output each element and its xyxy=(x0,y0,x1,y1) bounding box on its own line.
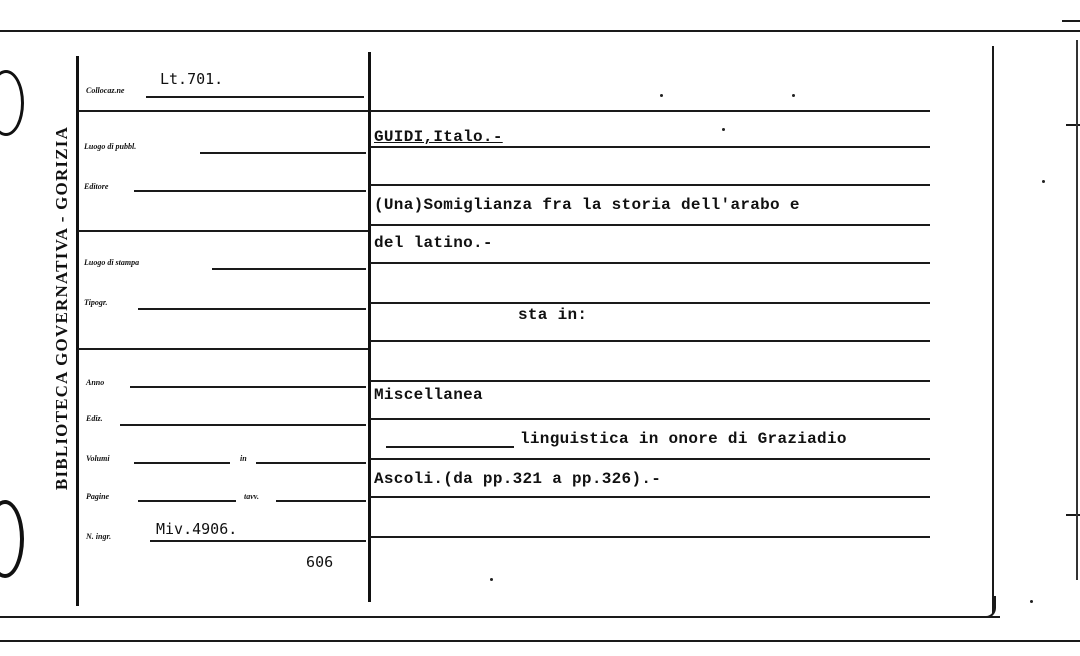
right-edge-line xyxy=(1076,40,1078,580)
scan-speck xyxy=(722,128,725,131)
line-pagine xyxy=(138,500,236,502)
right-line-5 xyxy=(370,262,930,264)
label-tipografia: Tipogr. xyxy=(84,298,108,307)
scan-speck xyxy=(490,578,493,581)
entry-title-line2: del latino.- xyxy=(374,234,493,252)
left-column-rule xyxy=(76,56,79,606)
right-line-9 xyxy=(370,418,930,420)
card-right-edge xyxy=(992,46,994,614)
entry-author: GUIDI,Italo.- xyxy=(374,128,503,146)
handwritten-collocazione: Lt.701. xyxy=(160,70,224,88)
label-pagine: Pagine xyxy=(86,492,110,501)
scan-speck xyxy=(660,94,663,97)
line-in xyxy=(256,462,366,464)
right-line-7 xyxy=(370,340,930,342)
scan-speck xyxy=(1042,180,1045,183)
label-editore: Editore xyxy=(84,182,109,191)
divider-3 xyxy=(78,348,368,350)
entry-miscellanea-2: linguistica in onore di Graziadio xyxy=(520,430,847,448)
label-in: in xyxy=(240,454,247,463)
label-volumi: Volumi xyxy=(86,454,110,463)
scan-speck xyxy=(1030,600,1033,603)
label-ediz: Ediz. xyxy=(86,414,103,423)
entry-miscellanea: Miscellanea xyxy=(374,386,483,404)
line-volumi xyxy=(134,462,230,464)
line-luogo-stampa xyxy=(212,268,366,270)
line-anno xyxy=(130,386,366,388)
punch-hole-bottom xyxy=(0,500,24,578)
label-anno: Anno xyxy=(86,378,105,387)
card-right-edge-curve xyxy=(978,596,996,618)
line-n-ingr xyxy=(150,540,366,542)
card-bottom-edge xyxy=(0,616,1000,618)
right-line-10 xyxy=(370,458,930,460)
right-tick xyxy=(1062,20,1080,22)
label-luogo-stampa: Luogo di stampa xyxy=(84,258,140,267)
line-tipografia xyxy=(138,308,366,310)
handwritten-number: 909 xyxy=(306,552,334,570)
entry-title-line1: (Una)Somiglianza fra la storia dell'arabo e xyxy=(374,196,800,214)
right-line-8 xyxy=(370,380,930,382)
right-line-6 xyxy=(370,302,930,304)
handwritten-n-ingr: Miv.4906. xyxy=(156,520,238,538)
divider-2 xyxy=(78,230,368,232)
right-line-11 xyxy=(370,496,930,498)
right-line-4 xyxy=(370,224,930,226)
scan-bottom-border xyxy=(0,640,1080,642)
right-line-3 xyxy=(370,184,930,186)
scan-top-border xyxy=(0,30,1080,32)
punch-hole-top xyxy=(0,70,24,136)
label-collocazione: Collocaz.ne xyxy=(86,86,125,95)
divider-1 xyxy=(78,110,368,112)
line-editore xyxy=(134,190,366,192)
right-line-2 xyxy=(370,146,930,148)
entry-blank-dash xyxy=(386,446,514,448)
line-ediz xyxy=(120,424,366,426)
label-n-ingr: N. ingr. xyxy=(86,532,112,541)
scan-speck xyxy=(792,94,795,97)
line-tavole xyxy=(276,500,366,502)
right-line-1 xyxy=(370,110,930,112)
center-column-rule xyxy=(368,52,371,602)
line-collocazione xyxy=(146,96,364,98)
label-luogo-pubbl: Luogo di pubbl. xyxy=(84,142,137,151)
line-luogo-pubbl xyxy=(200,152,366,154)
right-line-12 xyxy=(370,536,930,538)
entry-pages: Ascoli.(da pp.321 a pp.326).- xyxy=(374,470,662,488)
label-tavole: tavv. xyxy=(244,492,260,501)
library-stamp: BIBLIOTECA GOVERNATIVA - GORIZIA xyxy=(52,125,71,491)
entry-in-line: sta in: xyxy=(518,306,588,324)
